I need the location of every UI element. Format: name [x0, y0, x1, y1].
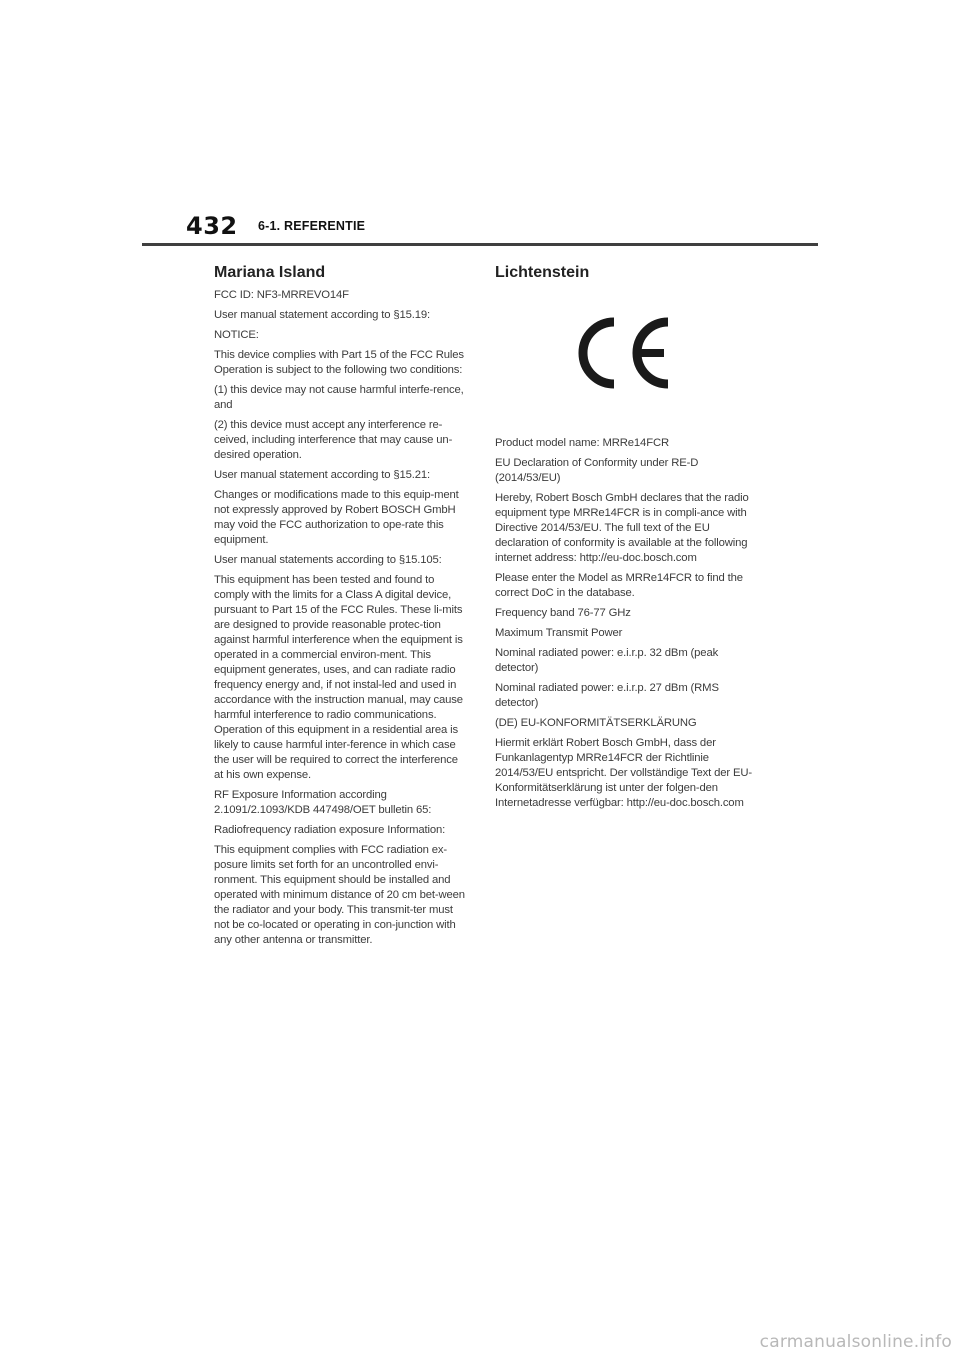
right-paragraph: Nominal radiated power: e.i.r.p. 32 dBm (peak detector) — [495, 647, 719, 674]
left-column — [214, 263, 466, 953]
left-paragraph: RF Exposure Information according 2.1091/2.1093/KDB 447498/OET bulletin 65: — [214, 789, 432, 816]
right-paragraph: Please enter the Model as MRRe14FCR to find the correct DoC in the database. — [495, 572, 743, 599]
right-paragraph: Hereby, Robert Bosch GmbH declares that the radio equipment type MRRe14FCR is in compli-ance with Directive 2014/53/EU. The full text of the EU declaration of conformity is available at the following internet address: http://eu-doc.bosch.com — [495, 492, 749, 564]
header-rule — [142, 243, 818, 246]
left-paragraph: This device complies with Part 15 of the FCC Rules Operation is subject to the following two conditions: — [214, 349, 464, 376]
left-paragraph: FCC ID: NF3-MRREVO14F — [214, 289, 349, 301]
left-paragraph: User manual statement according to §15.21: — [214, 469, 430, 481]
left-paragraph: User manual statements according to §15.105: — [214, 554, 442, 566]
left-paragraph: NOTICE: — [214, 329, 259, 341]
page-number: 432 — [186, 212, 238, 240]
right-paragraph: EU Declaration of Conformity under RE-D (2014/53/EU) — [495, 457, 699, 484]
left-paragraph: This equipment complies with FCC radiation ex-posure limits set forth for an uncontrolled envi-ronment. This equipment should be installed and operated with minimum distance of 20 cm bet-ween the radiator and your body. This transmit-ter must not be co-located or operating in con-junction with any other antenna or transmitter. — [214, 844, 465, 946]
right-paragraph: Nominal radiated power: e.i.r.p. 27 dBm (RMS detector) — [495, 682, 719, 709]
right-column — [495, 263, 753, 816]
lichtenstein-heading: Lichtenstein — [495, 264, 590, 281]
mariana-island-heading: Mariana Island — [214, 264, 326, 281]
left-paragraph: (1) this device may not cause harmful interfe-rence, and — [214, 384, 464, 411]
left-paragraph: Radiofrequency radiation exposure Information: — [214, 824, 446, 836]
left-paragraph: User manual statement according to §15.19: — [214, 309, 430, 321]
left-paragraph: (2) this device must accept any interference re-ceived, including interference that may cause un-desired operation. — [214, 419, 453, 461]
right-paragraph: Hiermit erklärt Robert Bosch GmbH, dass der Funkanlagentyp MRRe14FCR der Richtlinie 2014/53/EU entspricht. Der vollständige Text der EU-Konformitätserklärung ist unter der folgen-den Internetadresse verfügbar: http://eu-doc.bosch.com — [495, 737, 752, 809]
right-paragraph: Product model name: MRRe14FCR — [495, 437, 669, 449]
ce-mark-icon — [495, 288, 753, 418]
left-paragraph: This equipment has been tested and found to comply with the limits for a Class A digital device, pursuant to Part 15 of the FCC Rules. These li-mits are designed to provide reasonable protec-tion against harmful interference when the equipment is operated in a commercial environ-ment. This equipment generates, uses, and can radiate radio frequency energy and, if not instal-led and used in accordance with the instruction manual, may cause harmful interference to radio communications. Operation of this equipment in a residential area is likely to cause harmful inter-ference in which case the user will be required to correct the interference at his own expense. — [214, 574, 463, 781]
watermark: carmanualsonline.info — [759, 1332, 952, 1352]
left-paragraph: Changes or modifications made to this equip-ment not expressly approved by Robert BOSCH GmbH may void the FCC authorization to ope-rate this equipment. — [214, 489, 459, 546]
right-paragraph: Maximum Transmit Power — [495, 627, 623, 639]
ce-mark-icon — [574, 316, 674, 390]
right-paragraph: (DE) EU-KONFORMITÄTSERKLÄRUNG — [495, 717, 697, 729]
right-paragraph: Frequency band 76-77 GHz — [495, 607, 631, 619]
section-title: 6-1. REFERENTIE — [258, 219, 366, 233]
